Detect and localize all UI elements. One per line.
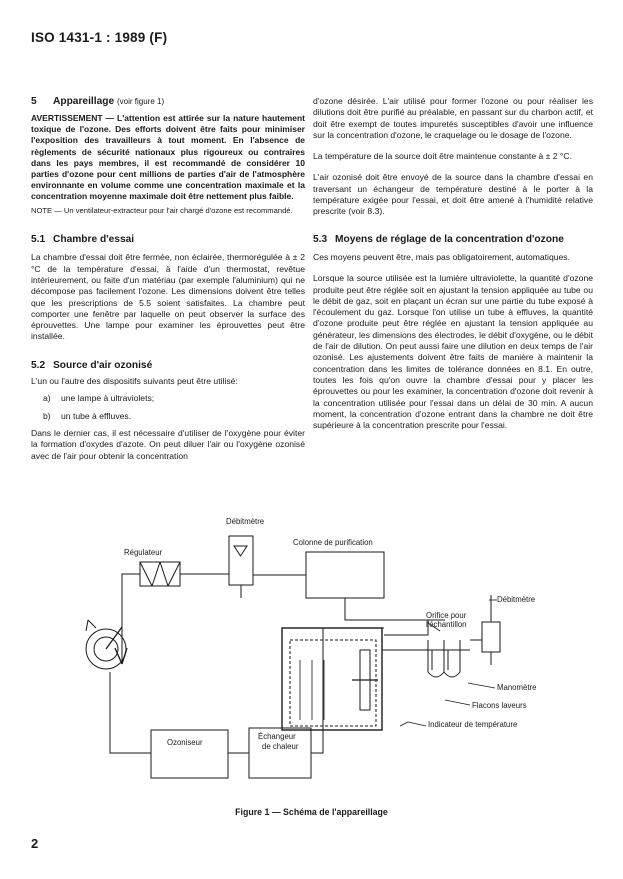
right-paragraph-3: L'air ozonisé doit être envoyé de la source dans la chambre d'essai en traversant un échangeur de température destiné à le porter à la température exigée pour l'essai, et doit être amené à l'humidité relative prescrite (voir 8.3). bbox=[313, 172, 593, 217]
regulator-label: Régulateur bbox=[124, 548, 163, 557]
regulator-symbol bbox=[140, 562, 180, 586]
heat-exchanger-label-2: de chaleur bbox=[262, 742, 299, 751]
ozonizer-label: Ozoniseur bbox=[167, 738, 203, 747]
right-paragraph-2: La température de la source doit être maintenue constante à ± 2 °C. bbox=[313, 151, 572, 162]
pipe bbox=[110, 672, 151, 753]
section-5-2-intro: L'un ou l'autre des dispositifs suivants peut être utilisé: bbox=[31, 376, 238, 387]
test-chamber bbox=[282, 628, 382, 730]
flowmeter-right-label: Débitmètre bbox=[497, 595, 536, 604]
right-paragraph-1: d'ozone désirée. L'air utilisé pour former l'ozone ou pour réaliser les dilutions doit être purifié au préalable, en passant sur du charbon actif, et doit être exempt de toutes impuretés susceptibles d'avoir une influence sur la concentration d'ozone, le craquelage ou le dosage de l'ozone. bbox=[313, 96, 593, 140]
section-5-1-heading: 5.1 Chambre d'essai bbox=[31, 234, 135, 246]
section-5-2-text: Dans le dernier cas, il est nécessaire d'utiliser de l'oxygène pour éviter la formation d'oxydes d'azote. On peut diluer l'air ou l'oxygène ozonisé avec de l'air pour obtenir la concentration bbox=[31, 427, 305, 461]
warning-paragraph: AVERTISSEMENT — L'attention est attirée sur la nature hautement toxique de l'ozone. Des efforts doivent être faits pour minimiser l'exposition des travailleurs à tout moment. En l'absence de règlements de sécurité nationaux plus rigoureux ou contraires dans les pays membres, il est recommandé de considérer 10 parties d'ozone pour cent millions de parties d'air de l'atmosphère environnante en volume comme une concentration maximale et la concentration moyenne maximale doit être nettement plus faible. bbox=[31, 113, 305, 201]
flowmeter-float bbox=[234, 546, 247, 556]
pipe bbox=[384, 620, 428, 635]
purification-column-label: Colonne de purification bbox=[293, 538, 373, 547]
purification-column bbox=[306, 552, 384, 598]
pipe bbox=[122, 574, 140, 664]
section-5-2-heading: 5.2 Source d'air ozonisé bbox=[31, 359, 153, 371]
figure-caption: Figure 1 — Schéma de l'appareillage bbox=[235, 807, 388, 817]
temperature-indicator-label: Indicateur de température bbox=[428, 720, 518, 729]
section-5-1-text: La chambre d'essai doit être fermée, non éclairée, thermorégulée à ± 2 °C de la température d'essai, à l'aide d'un thermostat, revêtue intérieurement, ou faite d'un matériau (par exemple l'aluminium) qui ne décompose pas facilement l'ozone. Les dimensions doivent être telles que les prescriptions de 5.5 soient satisfaites. La chambre peut comporter une fenêtre par laquelle on peut observer la surface des éprouvettes. Une lampe pour examiner les éprouvettes peut être installée. bbox=[31, 252, 305, 342]
wash-bottle bbox=[444, 640, 460, 677]
pipe bbox=[311, 628, 384, 753]
document-header: ISO 1431-1 : 1989 (F) bbox=[31, 30, 168, 45]
note-paragraph: NOTE — Un ventilateur-extracteur pour l'air chargé d'ozone est recommandé. bbox=[31, 206, 293, 216]
list-item: a) une lampe à ultraviolets; bbox=[43, 393, 155, 404]
section-5-3-heading: 5.3 Moyens de réglage de la concentration d'ozone bbox=[313, 233, 564, 245]
page-number: 2 bbox=[31, 836, 39, 851]
sample-orifice-label-2: l'échantillon bbox=[426, 620, 467, 629]
flowmeter-top bbox=[229, 536, 253, 585]
wash-bottles-label: Flacons laveurs bbox=[472, 701, 527, 710]
section-5-3-text-1: Ces moyens peuvent être, mais pas obligatoirement, automatiques. bbox=[313, 251, 570, 262]
wash-bottle bbox=[428, 640, 444, 677]
flowmeter-top-label: Débitmètre bbox=[226, 517, 265, 526]
heat-exchanger-label-1: Échangeur bbox=[258, 732, 296, 741]
sample-orifice-label-1: Orifice pour bbox=[426, 611, 467, 620]
flowmeter-right bbox=[482, 622, 500, 652]
section-5-heading: 5 Appareillage (voir figure 1) bbox=[31, 96, 165, 107]
manometer-label: Manomètre bbox=[497, 683, 537, 692]
section-5-3-text-2: Lorsque la source utilisée est la lumière ultraviolette, la quantité d'ozone produite peut être réglée soit en ajustant la tension appliquée au tube ou le débit de gaz, soit en plaçant un écran sur une partie du tube exposé à l'écoulement du gaz. Lorsque l'on utilise un tube à effluves, la quantité d'ozone produite peut être réglée en ajustant la tension appliquée au générateur, les dimensions des électrodes, le débit d'oxygène, ou le débit de l'air de dilution. On peut aussi faire une dilution en deux temps de l'air ozonisé. Les ajustements doivent être faits de manière à maintenir la concentration dans les limites de tolérance données en 8.1. En outre, toutes les fois qu'on ouvre la chambre d'essai pour y placer les éprouvettes ou pour les examiner, la concentration d'ozone doit revenir à la concentration utilisée pour l'essai dans un délai de 30 min. A aucun moment, la concentration d'ozone entrant dans la chambre ne doit être supérieure à la concentration prescrite pour l'essai. bbox=[313, 273, 593, 431]
list-item: b) un tube à effluves. bbox=[43, 410, 132, 421]
